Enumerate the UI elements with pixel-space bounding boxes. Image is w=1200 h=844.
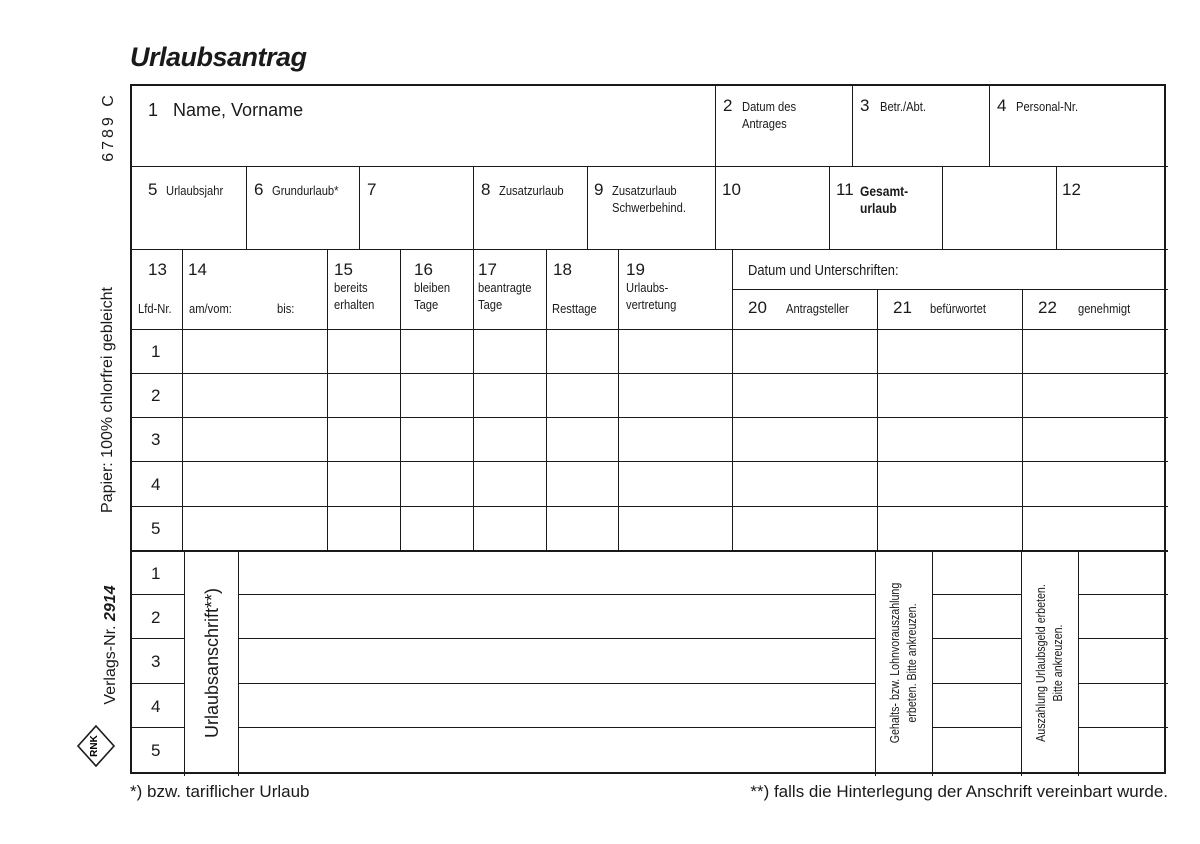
- bottom-row-number: 5: [151, 741, 161, 760]
- field-11-label-a: Gesamt-: [860, 183, 909, 199]
- col-17-a: beantragte: [478, 280, 532, 295]
- col-15-b: erhalten: [334, 297, 375, 312]
- vline-b-addr: [238, 550, 239, 776]
- line-b1: [132, 594, 184, 595]
- col-14-num: 14: [188, 260, 207, 279]
- vline-t-lfd: [182, 249, 183, 550]
- field-11-num: 11: [836, 180, 854, 199]
- field-9-label-a: Zusatzurlaub: [612, 183, 677, 198]
- col-19-a: Urlaubs-: [626, 280, 669, 295]
- col-22-label: genehmigt: [1078, 301, 1131, 316]
- vline-t-21: [1022, 289, 1023, 550]
- field-3-num: 3: [860, 96, 870, 115]
- col-21-label: befürwortet: [930, 301, 986, 316]
- col-16-a: bleiben: [414, 280, 451, 295]
- vline-b-lfd: [184, 550, 185, 776]
- vline-t-18: [618, 249, 619, 550]
- row-number: 2: [151, 386, 161, 405]
- line-sigheader: [732, 289, 1168, 290]
- line-b4c: [932, 727, 1021, 728]
- field-1-num: 1: [148, 100, 159, 120]
- field-8-label: Zusatzurlaub: [499, 183, 564, 198]
- row-number: 4: [151, 475, 161, 494]
- vline-b-adv2: [932, 550, 933, 776]
- col-15-num: 15: [334, 260, 353, 279]
- payout-label-b: Bitte ankreuzen.: [1050, 624, 1065, 702]
- line-b2b: [238, 638, 875, 639]
- vline-r2-a: [246, 166, 247, 249]
- bottom-row-number: 2: [151, 608, 161, 627]
- field-6-num: 6: [254, 180, 264, 199]
- vline-r1-c: [989, 86, 990, 166]
- field-6-label: Grundurlaub*: [272, 183, 339, 198]
- vline-r2-f: [829, 166, 830, 249]
- field-12-num: 12: [1062, 180, 1081, 199]
- col-19-num: 19: [626, 260, 645, 279]
- field-7-num: 7: [367, 180, 377, 199]
- payout-label-a: Auszahlung Urlaubsgeld erbeten.: [1033, 584, 1048, 742]
- field-9-num: 9: [594, 180, 604, 199]
- line-row2: [132, 249, 1168, 250]
- row-number: 5: [151, 519, 161, 538]
- line-b1c: [932, 594, 1021, 595]
- vline-r2-g: [942, 166, 943, 249]
- bottom-row-number: 3: [151, 652, 161, 671]
- field-5-label: Urlaubsjahr: [166, 183, 224, 198]
- col-17-b: Tage: [478, 297, 503, 312]
- line-header: [132, 329, 1168, 330]
- bottom-row-number: 1: [151, 564, 161, 583]
- line-b4: [132, 727, 184, 728]
- field-9-label-b: Schwerbehind.: [612, 200, 686, 215]
- vline-t-19: [732, 249, 733, 550]
- col-20-label: Antragsteller: [786, 301, 849, 316]
- vline-b-pay: [1021, 550, 1022, 776]
- footnote-address: **) falls die Hinterlegung der Anschrift vereinbart wurde.: [750, 782, 1168, 801]
- line-b3: [132, 683, 184, 684]
- vline-b-pay2: [1078, 550, 1079, 776]
- col-22-num: 22: [1038, 298, 1057, 317]
- vline-t-15: [400, 249, 401, 550]
- footnote-tariff: *) bzw. tariflicher Urlaub: [130, 782, 310, 801]
- vline-t-14: [327, 249, 328, 550]
- col-18-label: Resttage: [552, 301, 597, 316]
- address-label: Urlaubsanschrift**): [202, 587, 222, 739]
- paper-note: Papier: 100% chlorfrei gebleicht: [99, 287, 116, 513]
- col-14-to: bis:: [277, 301, 295, 316]
- line-b2c: [932, 638, 1021, 639]
- line-b4d: [1078, 727, 1168, 728]
- line-b3b: [238, 683, 875, 684]
- field-10-num: 10: [722, 180, 741, 199]
- field-2-num: 2: [723, 96, 733, 115]
- vline-r1-a: [715, 86, 716, 166]
- advance-label-b: erbeten. Bitte ankreuzen.: [904, 603, 919, 723]
- field-3-label: Betr./Abt.: [880, 99, 926, 114]
- vline-r1-b: [852, 86, 853, 166]
- field-8-num: 8: [481, 180, 491, 199]
- line-r2: [132, 417, 1168, 418]
- publisher-number: [102, 570, 124, 720]
- col-19-b: vertretung: [626, 297, 677, 312]
- col-17-num: 17: [478, 260, 497, 279]
- vline-r2-c: [473, 166, 474, 249]
- signatures-header: Datum und Unterschriften:: [748, 262, 899, 279]
- vline-t-20: [877, 289, 878, 550]
- col-16-num: 16: [414, 260, 433, 279]
- field-11-label-b: urlaub: [860, 200, 897, 216]
- vline-r2-e: [715, 166, 716, 249]
- field-2-label-a: Datum des: [742, 99, 797, 114]
- col-21-num: 21: [893, 298, 912, 317]
- col-13-num: 13: [148, 260, 167, 279]
- col-18-num: 18: [553, 260, 572, 279]
- field-1-text: Name, Vorname: [173, 100, 304, 120]
- row-number: 3: [151, 430, 161, 449]
- publisher-prefix: Verlags-Nr.: [102, 625, 119, 705]
- bottom-row-number: 4: [151, 697, 161, 716]
- line-r4: [132, 506, 1168, 507]
- publisher-no: 2914: [102, 585, 119, 621]
- line-r3: [132, 461, 1168, 462]
- line-b3d: [1078, 683, 1168, 684]
- vline-t-16: [473, 249, 474, 550]
- field-1-label: [148, 100, 303, 121]
- publisher-logo: [76, 724, 116, 768]
- vline-r2-d: [587, 166, 588, 249]
- line-b1d: [1078, 594, 1168, 595]
- line-row1: [132, 166, 1168, 167]
- line-b2: [132, 638, 184, 639]
- vline-r2-b: [359, 166, 360, 249]
- form-title: Urlaubsantrag: [130, 42, 307, 72]
- vline-t-17: [546, 249, 547, 550]
- form-code: 6789 C: [100, 92, 117, 162]
- line-b3c: [932, 683, 1021, 684]
- col-13-label: Lfd-Nr.: [138, 301, 172, 316]
- vline-r2-h: [1056, 166, 1057, 249]
- row-number: 1: [151, 342, 161, 361]
- col-16-b: Tage: [414, 297, 439, 312]
- advance-label-a: Gehalts- bzw. Lohnvorauszahlung: [887, 582, 902, 744]
- col-15-a: bereits: [334, 280, 368, 295]
- line-section: [132, 550, 1168, 552]
- line-b2d: [1078, 638, 1168, 639]
- field-4-label: Personal-Nr.: [1016, 99, 1079, 114]
- line-b4b: [238, 727, 875, 728]
- field-2-label-b: Antrages: [742, 116, 787, 131]
- vline-b-adv: [875, 550, 876, 776]
- field-4-num: 4: [997, 96, 1007, 115]
- vacation-form: [130, 84, 1166, 774]
- line-r1: [132, 373, 1168, 374]
- field-5-num: 5: [148, 180, 158, 199]
- col-14-from: am/vom:: [189, 301, 232, 316]
- line-b1b: [238, 594, 875, 595]
- col-20-num: 20: [748, 298, 767, 317]
- publisher-logo-text: RNK: [89, 735, 100, 757]
